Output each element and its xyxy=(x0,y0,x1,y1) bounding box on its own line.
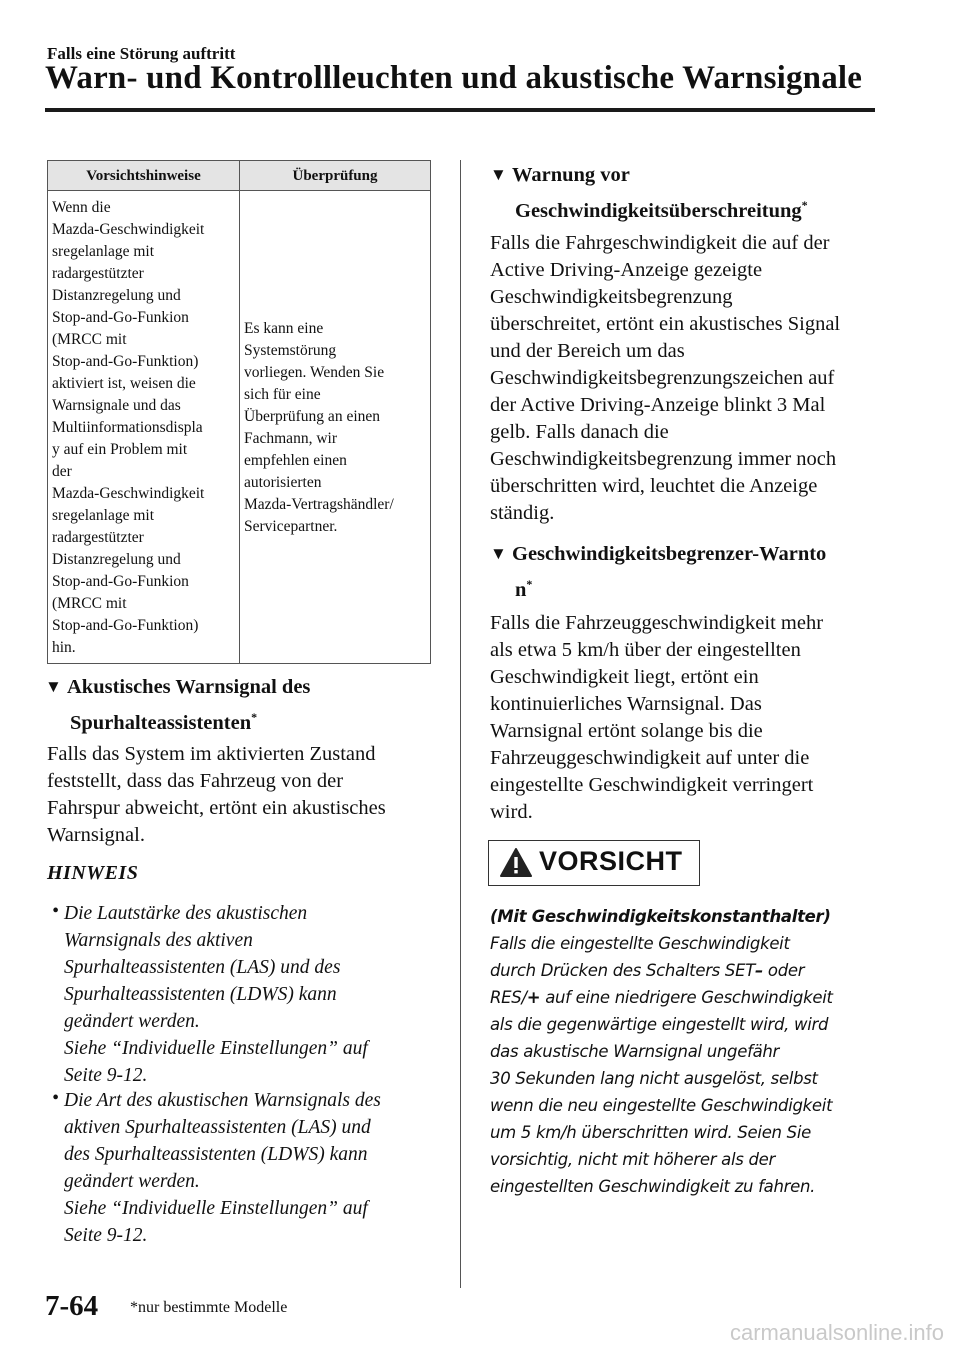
column-divider xyxy=(460,160,461,1288)
speed-body-line: ständig. xyxy=(490,502,555,524)
note-item xyxy=(47,1087,442,1249)
note-item-text: Die Art des akustischen Warnsignals des aktiven Spurhalteassistenten (LAS) und des Spurhalteassistenten (LDWS) kann geändert werden. Siehe “Individuelle Einstellungen” auf Seite 9-12. xyxy=(64,1090,381,1246)
watermark: carmanualsonline.info xyxy=(730,1320,945,1345)
heading-speed-line2: Geschwindigkeitsüberschreitung xyxy=(515,199,802,222)
speed-body-line: Geschwindigkeitsbegrenzungszeichen auf xyxy=(490,367,835,389)
note-item xyxy=(47,900,442,1089)
speed-body-line: Geschwindigkeitsbegrenzung xyxy=(490,286,733,308)
section-label: Falls eine Störung auftritt xyxy=(47,44,236,63)
speed-warning-body xyxy=(490,230,890,527)
caution-line xyxy=(490,957,880,984)
caution-line: wenn die neu eingestellte Geschwindigkeit xyxy=(490,1096,833,1115)
lane-body-line: Falls das System im aktivierten Zustand xyxy=(47,743,376,765)
bullet-dot: • xyxy=(52,1088,59,1109)
heading-lane-line1: Akustisches Warnsignal des xyxy=(67,676,311,698)
caution-line: Falls die eingestellte Geschwindigkeit xyxy=(490,934,790,953)
caution-line: vorsichtig, nicht mit höherer als der xyxy=(490,1150,775,1169)
optional-marker: * xyxy=(526,577,533,591)
limiter-body-line: Fahrzeuggeschwindigkeit auf unter die xyxy=(490,747,810,769)
caution-title: (Mit Geschwindigkeitskonstanthalter) xyxy=(490,907,831,926)
limiter-body xyxy=(490,610,890,826)
table-cell-precaution xyxy=(48,191,240,664)
section-triangle-icon: ▼ xyxy=(490,544,507,563)
speed-body-line: Geschwindigkeitsbegrenzung immer noch xyxy=(490,448,837,470)
lane-body xyxy=(47,741,447,849)
caution-line: um 5 km/h überschritten wird. Seien Sie xyxy=(490,1123,811,1142)
limiter-body-line: kontinuierliches Warnsignal. Das xyxy=(490,693,762,715)
limiter-body-line: als etwa 5 km/h über der eingestellten xyxy=(490,639,801,661)
caution-line: eingestellten Geschwindigkeit zu fahren. xyxy=(490,1177,816,1196)
speed-body-line: überschritten wird, leuchtet die Anzeige xyxy=(490,475,818,497)
heading-limiter-line2: n xyxy=(515,578,527,601)
speed-body-line: überschreitet, ertönt ein akustisches Signal xyxy=(490,313,841,335)
limiter-body-line: wird. xyxy=(490,801,533,823)
speed-body-line: der Active Driving-Anzeige blinkt 3 Mal xyxy=(490,394,826,416)
heading-speed-line1: Warnung vor xyxy=(512,164,630,186)
table-header-check: Überprüfung xyxy=(240,161,431,191)
lane-body-line: feststellt, dass das Fahrzeug von der xyxy=(47,770,344,792)
limiter-body-line: Falls die Fahrzeuggeschwindigkeit mehr xyxy=(490,612,824,634)
table-cell-precaution-text: Wenn die Mazda-Geschwindigkeit sregelanlage mit radargestützter Distanzregelung und Stop-and-Go-Funkion (MRCC mit Stop-and-Go-Funktion) aktiviert ist, weisen die Warnsignale und das Multiinformationsdispla y auf ein Problem mit der Mazda-Geschwindigkeit sregelanlage mit radargestützter Distanzregelung und Stop-and-Go-Funkion (MRCC mit Stop-and-Go-Funktion) hin. xyxy=(52,199,205,656)
caution-line xyxy=(490,984,880,1011)
footnote: *nur bestimmte Modelle xyxy=(130,1299,288,1316)
speed-body-line: und der Bereich um das xyxy=(490,340,685,362)
heading-lane-line2: Spurhalteassistenten xyxy=(70,711,252,734)
speed-body-line: Falls die Fahrgeschwindigkeit die auf der xyxy=(490,232,830,254)
optional-marker: * xyxy=(801,198,808,212)
caution-line: das akustische Warnsignal ungefähr xyxy=(490,1042,780,1061)
note-label: HINWEIS xyxy=(47,862,139,884)
lane-body-line: Warnsignal. xyxy=(47,824,145,846)
warning-triangle-icon xyxy=(499,847,533,878)
minus-symbol: – xyxy=(755,961,763,980)
caution-line: 30 Sekunden lang nicht ausgelöst, selbst xyxy=(490,1069,818,1088)
caution-line-text: durch Drücken des Schalters SET xyxy=(490,961,756,980)
table-cell-check xyxy=(240,191,431,664)
caution-body xyxy=(490,903,880,1200)
page-title: Warn- und Kontrollleuchten und akustische Warnsignale xyxy=(45,60,863,96)
plus-symbol: + xyxy=(526,988,541,1007)
speed-body-line: gelb. Falls danach die xyxy=(490,421,669,443)
heading-speed-warning xyxy=(490,160,890,226)
lane-body-line: Fahrspur abweicht, ertönt ein akustisches xyxy=(47,797,386,819)
heading-limiter-line1: Geschwindigkeitsbegrenzer-Warnto xyxy=(512,543,827,565)
caution-line-text: RES/ xyxy=(490,988,527,1007)
caution-line: als die gegenwärtige eingestellt wird, wird xyxy=(490,1015,829,1034)
limiter-body-line: Geschwindigkeit liegt, ertönt ein xyxy=(490,666,759,688)
title-rule xyxy=(45,108,875,112)
caution-line-text: auf eine niedrigere Geschwindigkeit xyxy=(540,988,833,1007)
optional-marker: * xyxy=(251,710,258,724)
heading-limiter-warning xyxy=(490,539,890,605)
section-triangle-icon: ▼ xyxy=(45,677,62,696)
bullet-dot: • xyxy=(52,901,59,922)
limiter-body-line: eingestellte Geschwindigkeit verringert xyxy=(490,774,814,796)
table-header-row xyxy=(48,161,431,191)
table-row xyxy=(48,191,431,664)
caution-label: VORSICHT xyxy=(539,846,683,876)
table-header-precautions: Vorsichtshinweise xyxy=(48,161,240,191)
caution-line-text: oder xyxy=(762,961,805,980)
page-number: 7-64 xyxy=(45,1290,99,1322)
table-cell-check-text: Es kann eine Systemstörung vorliegen. Wenden Sie sich für eine Überprüfung an einen Fachmann, wir empfehlen einen autorisierten Mazda-Vertragshändler/ Servicepartner. xyxy=(244,320,394,535)
note-item-text: Die Lautstärke des akustischen Warnsignals des aktiven Spurhalteassistenten (LAS) und des Spurhalteassistenten (LDWS) kann geändert werden. Siehe “Individuelle Einstellungen” auf Seite 9-12. xyxy=(64,903,368,1086)
caution-box xyxy=(488,840,700,886)
heading-lane-warning xyxy=(45,672,445,738)
info-table xyxy=(47,160,431,664)
limiter-body-line: Warnsignal ertönt solange bis die xyxy=(490,720,763,742)
speed-body-line: Active Driving-Anzeige gezeigte xyxy=(490,259,763,281)
section-triangle-icon: ▼ xyxy=(490,165,507,184)
